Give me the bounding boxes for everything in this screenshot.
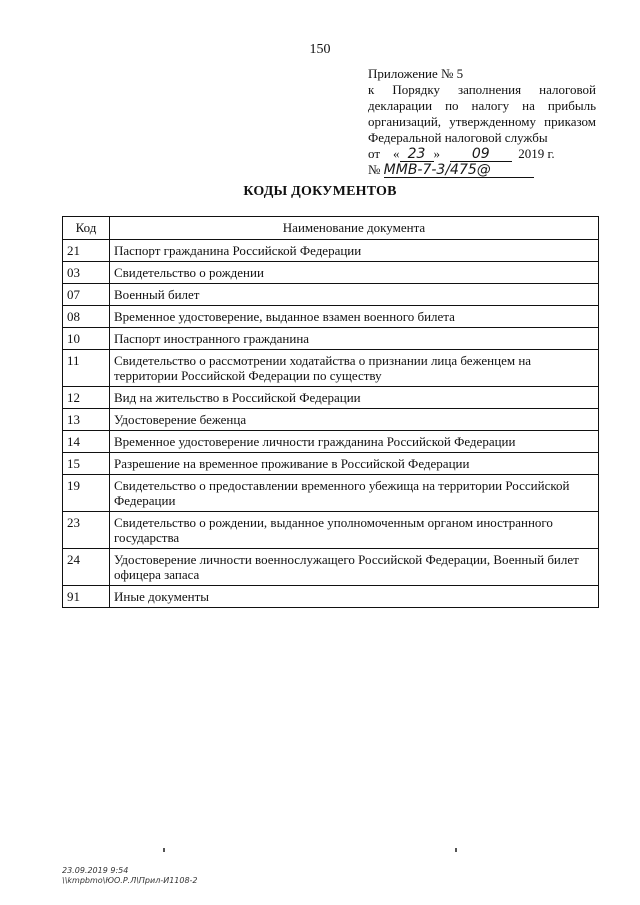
- row-code: 15: [63, 453, 110, 475]
- order-number-value: ММВ-7-3/475@: [384, 164, 534, 178]
- row-name: Иные документы: [110, 586, 599, 608]
- order-number-sign: №: [368, 162, 381, 177]
- row-code: 91: [63, 586, 110, 608]
- row-name: Вид на жительство в Российской Федерации: [110, 387, 599, 409]
- table-row: [63, 512, 599, 549]
- order-number-row: [368, 162, 596, 178]
- table-row: [63, 240, 599, 262]
- appendix-line-2: декларации по налогу на прибыль: [368, 98, 596, 113]
- row-name: Временное удостоверение личности гражданина Российской Федерации: [110, 431, 599, 453]
- appendix-line-1: к Порядку заполнения налоговой: [368, 82, 596, 97]
- scan-mark-left: [163, 848, 165, 852]
- row-code: 12: [63, 387, 110, 409]
- row-name: Паспорт гражданина Российской Федерации: [110, 240, 599, 262]
- appendix-header: [368, 66, 596, 178]
- row-name: Разрешение на временное проживание в Российской Федерации: [110, 453, 599, 475]
- footer-path: \\kmpbmo\ЮО.Р.Л\Прил-И1108-2: [62, 876, 198, 885]
- appendix-line-3: организаций, утвержденному приказом: [368, 114, 596, 129]
- appendix-title: Приложение № 5: [368, 66, 464, 81]
- row-code: 21: [63, 240, 110, 262]
- order-date-year: 2019 г.: [518, 146, 555, 161]
- table-header-row: [63, 217, 599, 240]
- header-code: Код: [63, 217, 110, 240]
- footer-stamp: [62, 866, 198, 886]
- header-name: Наименование документа: [110, 217, 599, 240]
- row-name: Свидетельство о рассмотрении ходатайства о признании лица беженцем на территории Российской Федерации по существу: [110, 350, 599, 387]
- order-date-month: 09: [450, 148, 512, 162]
- row-name: Свидетельство о предоставлении временного убежища на территории Российской Федерации: [110, 475, 599, 512]
- document-codes-table: [62, 216, 599, 608]
- row-code: 23: [63, 512, 110, 549]
- row-name: Паспорт иностранного гражданина: [110, 328, 599, 350]
- order-date-quote-open: «: [393, 146, 400, 161]
- scan-mark-right: [455, 848, 457, 852]
- row-code: 11: [63, 350, 110, 387]
- table-row: [63, 409, 599, 431]
- table-row: [63, 453, 599, 475]
- footer-datetime: 23.09.2019 9:54: [62, 866, 129, 875]
- row-name: Свидетельство о рождении: [110, 262, 599, 284]
- table-row: [63, 262, 599, 284]
- row-name: Удостоверение личности военнослужащего Российской Федерации, Военный билет офицера запаса: [110, 549, 599, 586]
- row-code: 10: [63, 328, 110, 350]
- table-row: [63, 549, 599, 586]
- row-name: Военный билет: [110, 284, 599, 306]
- row-name: Временное удостоверение, выданное взамен военного билета: [110, 306, 599, 328]
- row-name: Свидетельство о рождении, выданное уполномоченным органом иностранного государства: [110, 512, 599, 549]
- order-date-ot: от: [368, 146, 381, 161]
- row-code: 13: [63, 409, 110, 431]
- row-code: 19: [63, 475, 110, 512]
- row-code: 08: [63, 306, 110, 328]
- order-date-quote-close: »: [433, 146, 441, 161]
- table-row: [63, 306, 599, 328]
- table-row: [63, 431, 599, 453]
- page-number: 150: [309, 42, 331, 57]
- row-code: 03: [63, 262, 110, 284]
- table-row: [63, 284, 599, 306]
- table-row: [63, 387, 599, 409]
- table-row: [63, 475, 599, 512]
- appendix-line-4: Федеральной налоговой службы: [368, 130, 548, 145]
- row-code: 07: [63, 284, 110, 306]
- row-code: 24: [63, 549, 110, 586]
- row-name: Удостоверение беженца: [110, 409, 599, 431]
- table-row: [63, 328, 599, 350]
- order-date-day: 23: [400, 148, 434, 162]
- row-code: 14: [63, 431, 110, 453]
- document-title: КОДЫ ДОКУМЕНТОВ: [243, 184, 397, 199]
- table-row: [63, 350, 599, 387]
- order-date-row: [368, 146, 596, 162]
- table-row: [63, 586, 599, 608]
